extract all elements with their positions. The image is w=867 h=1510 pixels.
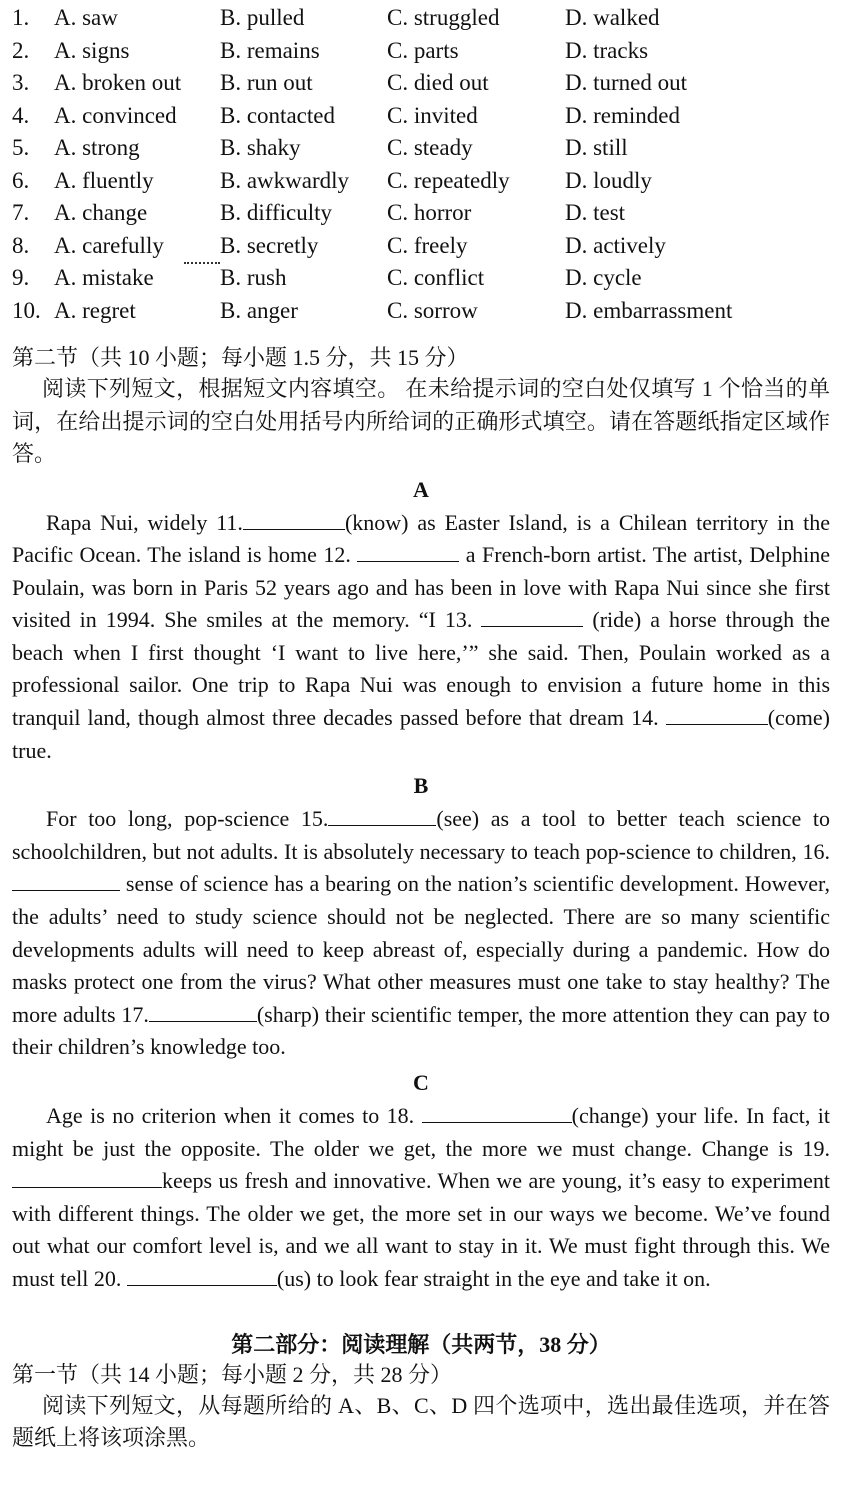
choice-d: D. walked <box>565 5 660 30</box>
choice-d: D. test <box>565 200 626 225</box>
question-number: 3. <box>12 70 30 95</box>
dotted-mark <box>184 262 220 264</box>
question-number: 1. <box>12 5 30 30</box>
choice-b: B. difficulty <box>220 200 333 225</box>
passage-b-letter: B <box>413 773 429 799</box>
passage-a-text <box>12 507 830 768</box>
choice-b: B. run out <box>220 70 313 95</box>
blank-15[interactable] <box>328 803 436 826</box>
choice-c: C. sorrow <box>387 297 478 323</box>
choice-c: C. steady <box>387 135 473 160</box>
choice-b: B. rush <box>220 265 287 290</box>
choice-c: C. conflict <box>387 265 485 290</box>
choice-b: B. shaky <box>220 135 301 160</box>
blank-11[interactable] <box>243 507 345 530</box>
part2-instructions: 阅读下列短文，从每题所给的 A、B、C、D 四个选项中，选出最佳选项，并在答题纸上将该项涂黑。 <box>12 1392 830 1451</box>
passage-a-part: (ride) a horse through the beach when I first thought ‘I want to live here,’” she said. Then, Poulain worked as a professional sailor. One trip to Rapa Nui was enough to envision a future home in this tranquil land, though almost three decades passed before that dream 14. <box>12 607 831 731</box>
choice-c: C. parts <box>387 37 459 63</box>
option-row <box>12 2 830 35</box>
section2-heading: 第二节（共 10 小题；每小题 1.5 分，共 15 分） <box>12 345 469 370</box>
choice-a: A. broken out <box>54 70 182 95</box>
passage-c-part: Age is no criterion when it comes to 18. <box>46 1103 415 1128</box>
question-number: 2. <box>12 37 30 63</box>
question-number: 8. <box>12 232 30 258</box>
choice-c: C. repeatedly <box>387 167 510 193</box>
option-row <box>12 295 830 328</box>
question-number: 9. <box>12 265 30 290</box>
choice-b: B. contacted <box>220 102 335 128</box>
choice-a: A. carefully <box>54 232 164 258</box>
option-row <box>12 35 830 68</box>
choice-c: C. struggled <box>387 5 500 30</box>
passage-a-part: (come) true. <box>12 705 831 763</box>
blank-17[interactable] <box>149 999 257 1022</box>
blank-16[interactable] <box>12 868 120 891</box>
part2-section1-heading: 第一节（共 14 小题；每小题 2 分，共 28 分） <box>12 1361 453 1387</box>
passage-c-part: (us) to look fear straight in the eye and take it on. <box>276 1265 711 1291</box>
passage-c-text <box>12 1100 830 1296</box>
choice-c: C. horror <box>387 200 472 225</box>
option-row <box>12 132 830 165</box>
blank-18[interactable] <box>422 1100 572 1123</box>
passage-c-part: (change) your life. In fact, it might be just the opposite. The older we get, the more we must change. Change is 19. <box>12 1103 830 1161</box>
option-row <box>12 262 830 295</box>
question-number: 7. <box>12 200 30 225</box>
section2-instructions: 阅读下列短文，根据短文内容填空。 在未给提示词的空白处仅填写 1 个恰当的单词，在给出提示词的空白处用括号内所给词的正确形式填空。请在答题纸指定区域作答。 <box>12 376 830 466</box>
passage-b-part: For too long, pop-science 15. <box>46 806 329 832</box>
choice-a: A. signs <box>54 37 130 63</box>
choice-a: A. strong <box>54 135 140 160</box>
choice-d: D. reminded <box>565 102 680 128</box>
option-row <box>12 67 830 100</box>
blank-12[interactable] <box>357 539 459 562</box>
choice-d: D. turned out <box>565 70 688 95</box>
passage-b-text <box>12 803 830 1064</box>
question-number: 6. <box>12 167 30 193</box>
choice-d: D. embarrassment <box>565 297 733 323</box>
question-number: 10. <box>12 297 41 323</box>
choice-a: A. fluently <box>54 167 154 193</box>
choice-d: D. actively <box>565 232 666 258</box>
choice-b: B. remains <box>220 37 320 63</box>
exam-page <box>12 2 830 1455</box>
choice-d: D. still <box>565 135 628 160</box>
choice-a: A. regret <box>54 297 136 323</box>
option-row <box>12 100 830 133</box>
passage-a-letter: A <box>413 476 429 502</box>
choice-b: B. awkwardly <box>220 167 350 193</box>
choice-d: D. loudly <box>565 167 652 193</box>
part2-heading: 第二部分：阅读理解（共两节，38 分） <box>231 1331 611 1357</box>
choice-b: B. secretly <box>220 232 319 258</box>
options-block <box>12 2 830 327</box>
choice-d: D. tracks <box>565 37 649 63</box>
blank-13[interactable] <box>481 604 583 627</box>
choice-a: A. change <box>54 200 148 225</box>
choice-a: A. saw <box>54 5 118 30</box>
passage-a-part: Rapa Nui, widely 11. <box>46 509 243 535</box>
choice-b: B. pulled <box>220 5 305 30</box>
choice-b: B. anger <box>220 297 298 323</box>
passage-a-part: a French-born artist. The artist, Delphine Poulain, was born in Paris 52 years ago and has been in love with Rapa Nui since she first visited in 1994. She smiles at the memory. “I 13. <box>12 542 830 633</box>
choice-c: C. freely <box>387 232 468 258</box>
option-row <box>12 230 830 263</box>
option-row <box>12 165 830 198</box>
question-number: 5. <box>12 135 30 160</box>
choice-a: A. mistake <box>54 265 154 290</box>
question-number: 4. <box>12 102 30 128</box>
passage-c-letter: C <box>413 1070 429 1095</box>
passage-c-part: keeps us fresh and innovative. When we are young, it’s easy to experiment with different things. The older we get, the more set in our ways we become. We’ve found out what our comfort level is, and we all want to stay in it. We must fight through this. We must tell 20. <box>12 1168 830 1291</box>
passage-b-part: (see) as a tool to better teach science to schoolchildren, but not adults. It is absolutely necessary to teach pop-science to children, 16. <box>12 806 830 864</box>
blank-14[interactable] <box>666 702 768 725</box>
option-row <box>12 197 830 230</box>
passage-b-part: (sharp) their scientific temper, the more attention they can pay to their children’s knowledge too. <box>12 1001 830 1060</box>
choice-a: A. convinced <box>54 102 177 128</box>
choice-d: D. cycle <box>565 265 642 290</box>
choice-c: C. died out <box>387 70 489 95</box>
passage-b-part: sense of science has a bearing on the nation’s scientific development. However, the adults’ need to study science should not be neglected. There are so many scientific developments adults will need to keep abreast of, especially during a pandemic. How do masks protect one from the virus? What other measures must one take to stay healthy? The more adults 17. <box>12 871 830 1027</box>
blank-19[interactable] <box>12 1165 162 1188</box>
blank-20[interactable] <box>127 1263 277 1286</box>
choice-c: C. invited <box>387 102 478 128</box>
passage-a-part: (know) as Easter Island, is a Chilean territory in the Pacific Ocean. The island is home 12. <box>12 509 830 568</box>
